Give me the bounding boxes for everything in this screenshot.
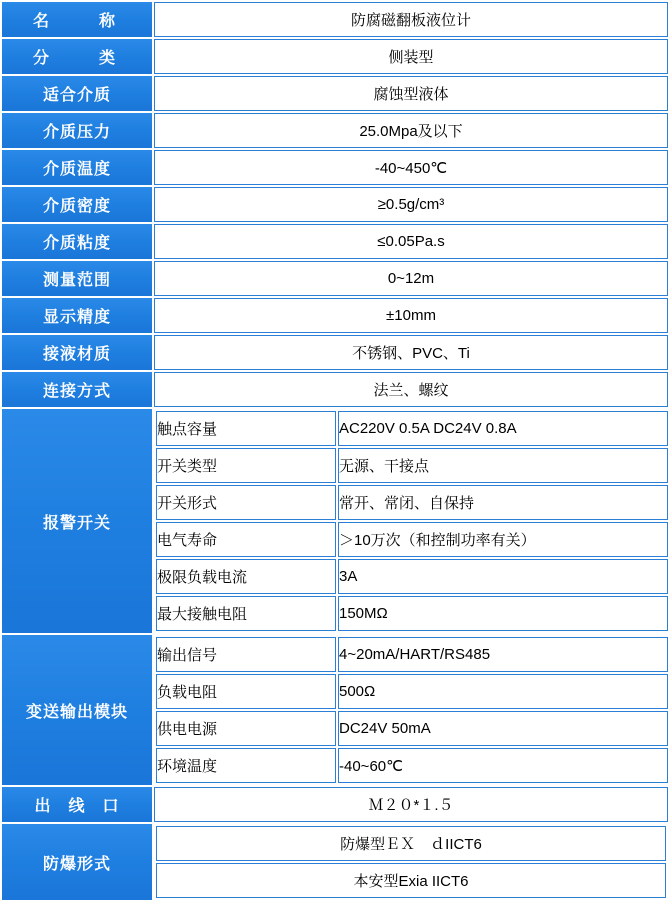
row-value-temperature: -40~450℃ — [154, 150, 668, 185]
row-label-outlet: 出 线 口 — [2, 787, 152, 822]
row-value-density: ≥0.5g/cm³ — [154, 187, 668, 222]
row-label-connection: 连接方式 — [2, 372, 152, 407]
sub-label-switch-type: 开关类型 — [156, 448, 336, 483]
row-label-wetted-material: 接液材质 — [2, 335, 152, 370]
table-row — [2, 39, 668, 74]
row-label-name: 名 称 — [2, 2, 152, 37]
sub-value-switch-form: 常开、常闭、自保持 — [338, 485, 668, 520]
table-body — [2, 2, 668, 900]
row-value-pressure: 25.0Mpa及以下 — [154, 113, 668, 148]
group-label-explosion-proof: 防爆形式 — [2, 824, 152, 900]
row-label-viscosity: 介质粘度 — [2, 224, 152, 259]
sub-value-max-load-current: 3A — [338, 559, 668, 594]
table-row — [2, 2, 668, 37]
group-label-transmitter-module: 变送输出模块 — [2, 635, 152, 785]
row-label-range: 测量范围 — [2, 261, 152, 296]
sub-value-electrical-life: ＞10万次（和控制功率有关） — [338, 522, 668, 557]
table-row — [2, 76, 668, 111]
table-row — [156, 711, 668, 746]
sub-label-max-contact-resistance: 最大接触电阻 — [156, 596, 336, 631]
table-group-transmitter-module — [2, 635, 668, 785]
table-row — [2, 298, 668, 333]
row-label-pressure: 介质压力 — [2, 113, 152, 148]
table-group-explosion-proof — [2, 824, 668, 900]
row-value-outlet: Ｍ２０*１.５ — [154, 787, 668, 822]
table-row — [2, 372, 668, 407]
table-row-outlet — [2, 787, 668, 822]
table-row — [2, 335, 668, 370]
sub-value-load-resistance: 500Ω — [338, 674, 668, 709]
row-value-connection: 法兰、螺纹 — [154, 372, 668, 407]
sub-value-ambient-temperature: -40~60℃ — [338, 748, 668, 783]
table-row — [2, 187, 668, 222]
row-value-medium: 腐蚀型液体 — [154, 76, 668, 111]
row-label-category: 分 类 — [2, 39, 152, 74]
sub-value-output-signal: 4~20mA/HART/RS485 — [338, 637, 668, 672]
table-row — [156, 748, 668, 783]
transmitter-module-table — [154, 635, 668, 785]
row-value-name: 防腐磁翻板液位计 — [154, 2, 668, 37]
sub-value-max-contact-resistance: 150MΩ — [338, 596, 668, 631]
row-label-medium: 适合介质 — [2, 76, 152, 111]
row-label-temperature: 介质温度 — [2, 150, 152, 185]
explosion-proof-value-1: 防爆型ＥＸ ｄIICT6 — [156, 826, 666, 861]
group-label-alarm-switch: 报警开关 — [2, 409, 152, 633]
row-value-category: 侧装型 — [154, 39, 668, 74]
sub-label-ambient-temperature: 环境温度 — [156, 748, 336, 783]
table-row — [156, 637, 668, 672]
sub-label-output-signal: 输出信号 — [156, 637, 336, 672]
sub-label-contact-capacity: 触点容量 — [156, 411, 336, 446]
row-value-viscosity: ≤0.05Pa.s — [154, 224, 668, 259]
table-row — [2, 113, 668, 148]
row-value-range: 0~12m — [154, 261, 668, 296]
row-label-accuracy: 显示精度 — [2, 298, 152, 333]
table-row — [2, 150, 668, 185]
group-body-alarm-switch — [154, 409, 668, 633]
table-row — [156, 596, 668, 631]
row-value-accuracy: ±10mm — [154, 298, 668, 333]
table-row — [156, 863, 666, 898]
sub-value-power-supply: DC24V 50mA — [338, 711, 668, 746]
table-row — [156, 485, 668, 520]
explosion-proof-table — [154, 824, 668, 900]
row-label-density: 介质密度 — [2, 187, 152, 222]
table-row — [156, 826, 666, 861]
sub-value-contact-capacity: AC220V 0.5A DC24V 0.8A — [338, 411, 668, 446]
group-body-transmitter-module — [154, 635, 668, 785]
sub-label-electrical-life: 电气寿命 — [156, 522, 336, 557]
table-row — [156, 559, 668, 594]
table-row — [2, 261, 668, 296]
table-row — [156, 411, 668, 446]
sub-label-load-resistance: 负载电阻 — [156, 674, 336, 709]
explosion-proof-value-2: 本安型Exia IICT6 — [156, 863, 666, 898]
table-row — [156, 448, 668, 483]
sub-value-switch-type: 无源、干接点 — [338, 448, 668, 483]
group-body-explosion-proof — [154, 824, 668, 900]
table-group-alarm-switch — [2, 409, 668, 633]
table-row — [2, 224, 668, 259]
sub-label-max-load-current: 极限负载电流 — [156, 559, 336, 594]
row-value-wetted-material: 不锈钢、PVC、Ti — [154, 335, 668, 370]
sub-label-switch-form: 开关形式 — [156, 485, 336, 520]
table-row — [156, 522, 668, 557]
alarm-switch-table — [154, 409, 668, 633]
sub-label-power-supply: 供电电源 — [156, 711, 336, 746]
table-row — [156, 674, 668, 709]
